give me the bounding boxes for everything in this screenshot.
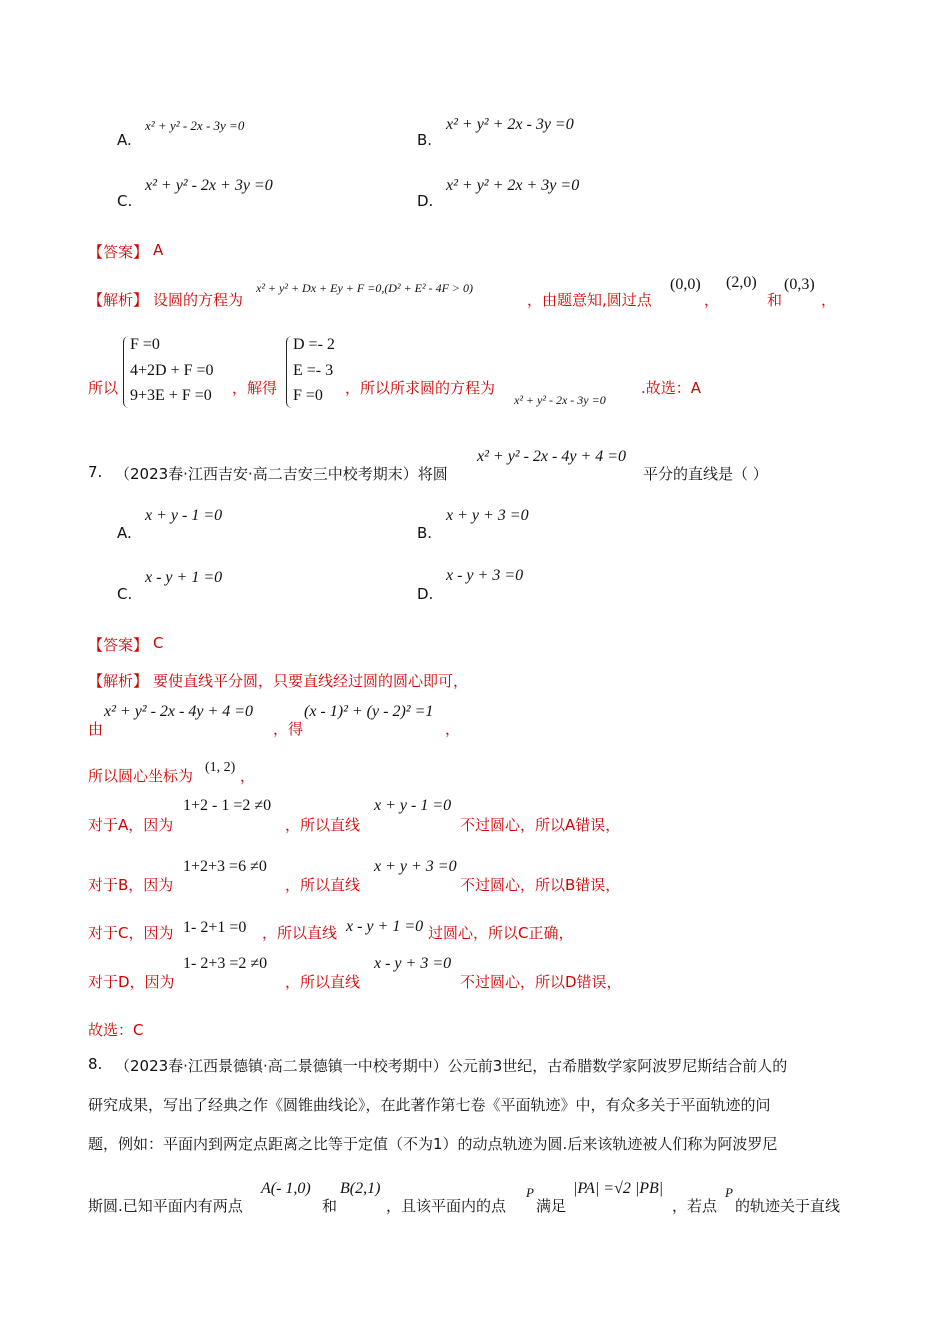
point-a: A(- 1,0) <box>261 1180 311 1197</box>
check-text: 对于C，因为 <box>88 924 174 942</box>
check-text: 对于B，因为 <box>88 876 174 894</box>
option-label: B. <box>417 524 433 542</box>
analysis-text: 设圆的方程为 <box>153 291 244 309</box>
system-line: 4+2D + F =0 <box>130 362 214 379</box>
answer-tag: 【答案】 <box>88 636 149 654</box>
point-2: (2,0) <box>726 274 757 291</box>
option-label: C. <box>117 192 133 210</box>
question-stem: 平分的直线是（ ） <box>643 465 768 483</box>
point-p: P <box>526 1185 534 1200</box>
check-text: ，所以直线 <box>285 876 361 894</box>
system-line: D =- 2 <box>293 336 335 353</box>
analysis-text: ，由题意知,圆过点 <box>527 291 652 309</box>
choose-text: .故选：A <box>641 379 702 397</box>
question-text: （2023春·江西景德镇·高二景德镇一中校考期中）公元前3世纪，古希腊数学家阿波罗尼斯结合前人的 <box>115 1057 788 1075</box>
question-text: 满足 <box>536 1197 567 1215</box>
check-line: x + y + 3 =0 <box>374 858 457 875</box>
check-line: x - y + 3 =0 <box>374 955 452 972</box>
check-line: x + y - 1 =0 <box>374 797 452 814</box>
point-1: (0,0) <box>670 276 701 293</box>
analysis-tag: 【解析】 <box>88 672 149 690</box>
analysis-text: ，解得 <box>232 379 278 397</box>
answer-value: A <box>153 241 164 259</box>
option-label: A. <box>117 131 132 149</box>
option-label: D. <box>417 192 434 210</box>
check-calculation: 1- 2+3 =2 ≠0 <box>183 955 268 972</box>
general-circle-equation: x² + y² + Dx + Ey + F =0,(D² + E² - 4F > 0) <box>256 281 474 295</box>
option-equation: x - y + 1 =0 <box>145 569 223 586</box>
check-calculation: 1+2+3 =6 ≠0 <box>183 858 267 875</box>
point-p: P <box>725 1185 733 1200</box>
option-equation: x² + y² + 2x - 3y =0 <box>446 116 574 133</box>
result-equation: x² + y² - 2x - 3y =0 <box>514 393 606 407</box>
analysis-text: 所以圆心坐标为 <box>88 767 194 785</box>
check-text: 过圆心，所以C正确， <box>428 924 574 942</box>
point-3: (0,3) <box>784 276 815 293</box>
check-text: 对于D，因为 <box>88 973 175 991</box>
q7-choose: 故选：C <box>88 1021 144 1039</box>
standard-form-equation: (x - 1)² + (y - 2)² =1 <box>304 703 434 720</box>
answer-tag: 【答案】 <box>88 243 149 261</box>
left-brace <box>286 336 293 408</box>
system-line: F =0 <box>293 387 323 404</box>
check-calculation: 1- 2+1 =0 <box>183 919 247 936</box>
conjunction: 和 <box>767 291 783 309</box>
system-line: E =- 3 <box>293 362 334 379</box>
option-equation: x² + y² - 2x + 3y =0 <box>145 177 273 194</box>
answer-value: C <box>153 634 164 652</box>
check-text: 不过圆心，所以D错误， <box>460 973 622 991</box>
option-equation: x + y - 1 =0 <box>145 507 223 524</box>
separator: ， <box>821 291 837 309</box>
question-text: ，若点 <box>672 1197 718 1215</box>
separator: ， <box>240 767 256 785</box>
option-label: A. <box>117 524 132 542</box>
question-number: 8. <box>88 1055 103 1073</box>
system-line: 9+3E + F =0 <box>130 387 212 404</box>
circle-equation: x² + y² - 2x - 4y + 4 =0 <box>104 703 254 720</box>
separator: ， <box>704 291 720 309</box>
check-line: x - y + 1 =0 <box>346 918 424 935</box>
option-label: D. <box>417 585 434 603</box>
analysis-text: 所以 <box>88 379 119 397</box>
point-b: B(2,1) <box>340 1180 381 1197</box>
check-text: ，所以直线 <box>262 924 338 942</box>
question-number: 7. <box>88 463 103 481</box>
distance-condition: |PA| =√2 |PB| <box>573 1180 664 1197</box>
option-equation: x - y + 3 =0 <box>446 567 524 584</box>
check-text: ，所以直线 <box>285 816 361 834</box>
analysis-text: ，所以所求圆的方程为 <box>345 379 496 397</box>
check-text: 不过圆心，所以B错误， <box>460 876 621 894</box>
question-text: 斯圆.已知平面内有两点 <box>88 1197 243 1215</box>
check-text: 对于A，因为 <box>88 816 174 834</box>
option-equation: x + y + 3 =0 <box>446 507 529 524</box>
separator: ， <box>445 720 461 738</box>
question-source: （2023春·江西吉安·高二吉安三中校考期末）将圆 <box>115 465 448 483</box>
question-text: 和 <box>322 1197 338 1215</box>
analysis-tag: 【解析】 <box>88 291 149 309</box>
option-equation: x² + y² - 2x - 3y =0 <box>145 118 245 133</box>
center-coordinates: (1, 2) <box>205 760 236 775</box>
question-text: 研究成果，写出了经典之作《圆锥曲线论》，在此著作第七卷《平面轨迹》中，有众多关于平面轨迹的问 <box>88 1096 771 1114</box>
analysis-text: 由 <box>88 720 104 738</box>
system-line: F =0 <box>130 336 160 353</box>
check-text: 不过圆心，所以A错误， <box>460 816 621 834</box>
question-text: 的轨迹关于直线 <box>735 1197 841 1215</box>
analysis-text: 要使直线平分圆，只要直线经过圆的圆心即可， <box>153 672 469 690</box>
option-equation: x² + y² + 2x + 3y =0 <box>446 177 580 194</box>
option-label: C. <box>117 585 133 603</box>
check-text: ，所以直线 <box>285 973 361 991</box>
question-text: 题，例如：平面内到两定点距离之比等于定值（不为1）的动点轨迹为圆.后来该轨迹被人们称为阿波罗尼 <box>88 1135 778 1153</box>
analysis-text: ，得 <box>273 720 304 738</box>
option-label: B. <box>417 131 433 149</box>
question-text: ，且该平面内的点 <box>386 1197 507 1215</box>
circle-equation: x² + y² - 2x - 4y + 4 =0 <box>477 448 627 465</box>
left-brace <box>123 336 130 408</box>
check-calculation: 1+2 - 1 =2 ≠0 <box>183 797 272 814</box>
